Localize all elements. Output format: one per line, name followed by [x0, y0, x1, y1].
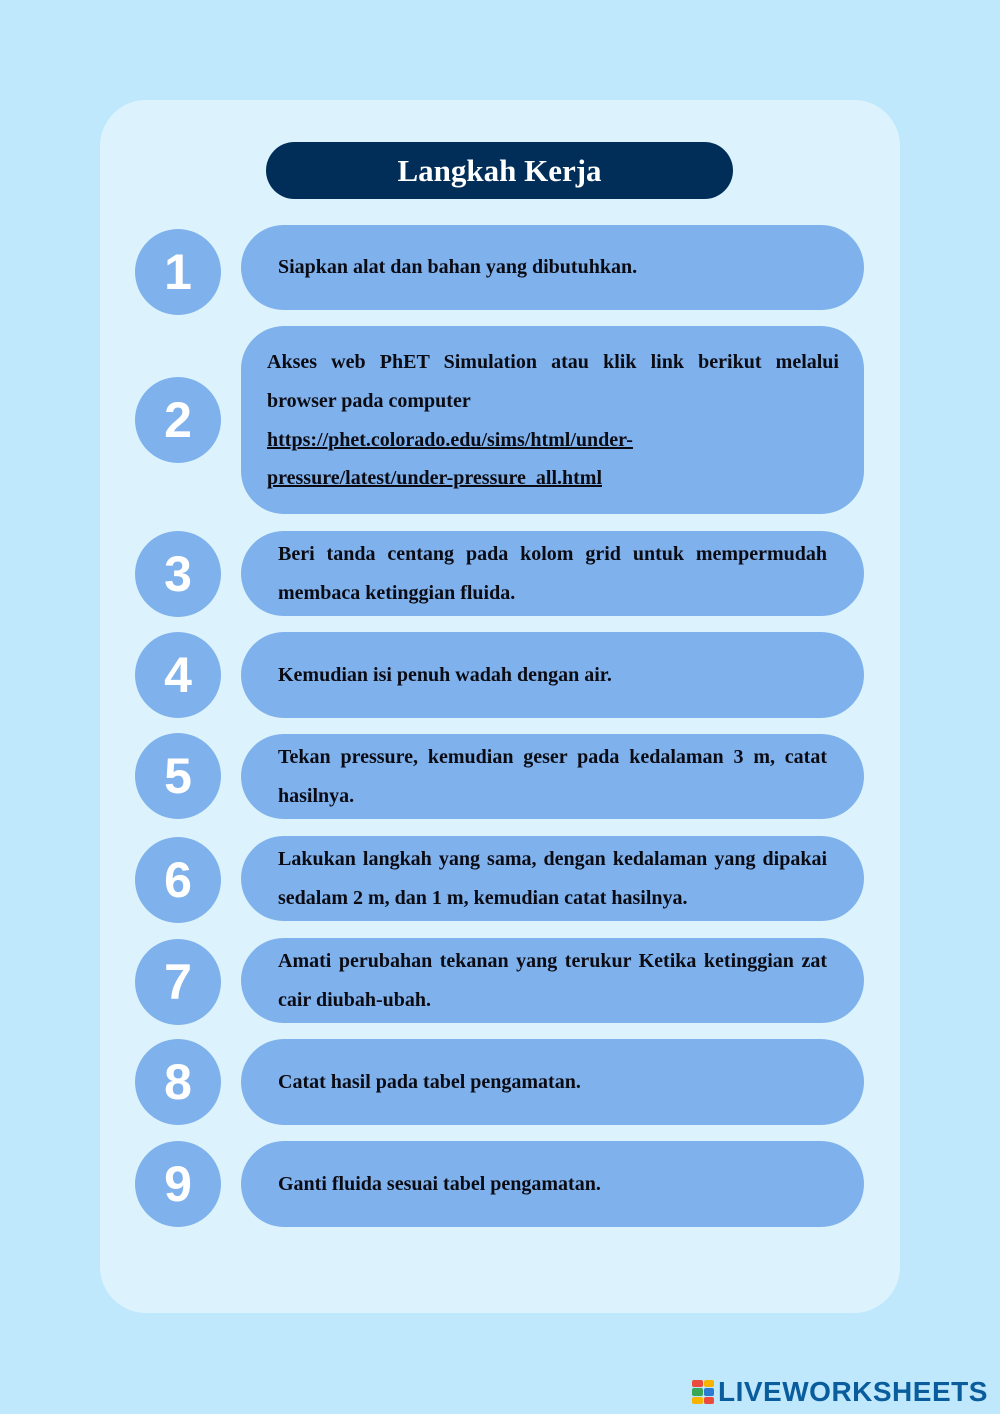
step-8 [241, 1039, 864, 1125]
step-4-text: Kemudian isi penuh wadah dengan air. [278, 663, 612, 686]
liveworksheets-brand[interactable] [692, 1376, 988, 1408]
step-number-4: 4 [135, 632, 221, 718]
phet-link-line-2[interactable]: pressure/latest/under-pressure_all.html [267, 467, 602, 489]
step-8-text: Catat hasil pada tabel pengamatan. [278, 1070, 581, 1093]
step-9 [241, 1141, 864, 1227]
step-6 [241, 836, 864, 921]
step-4 [241, 632, 864, 718]
step-number-5: 5 [135, 733, 221, 819]
step-1-text: Siapkan alat dan bahan yang dibutuhkan. [278, 256, 638, 278]
step-1 [241, 225, 864, 310]
step-5 [241, 734, 864, 819]
step-6-text: Lakukan langkah yang sama, dengan kedalaman yang dipakai sedalam 2 m, dan 1 m, kemudian catat hasilnya. [278, 847, 827, 909]
page-title: Langkah Kerja [266, 142, 733, 199]
step-number-3: 3 [135, 531, 221, 617]
step-2 [241, 326, 864, 514]
step-number-1: 1 [135, 229, 221, 315]
step-number-7: 7 [135, 939, 221, 1025]
brand-name: LIVEWORKSHEETS [718, 1376, 988, 1407]
liveworksheets-logo-icon [692, 1380, 714, 1404]
step-7 [241, 938, 864, 1023]
step-5-text: Tekan pressure, kemudian geser pada kedalaman 3 m, catat hasilnya. [278, 745, 827, 807]
phet-link-line-1[interactable]: https://phet.colorado.edu/sims/html/under- [267, 429, 633, 451]
step-number-2: 2 [135, 377, 221, 463]
step-number-8: 8 [135, 1039, 221, 1125]
step-3 [241, 531, 864, 616]
step-number-9: 9 [135, 1141, 221, 1227]
step-3-text: Beri tanda centang pada kolom grid untuk mempermudah membaca ketinggian fluida. [278, 542, 827, 604]
step-2-text: Akses web PhET Simulation atau klik link berikut melalui browser pada computer [267, 351, 839, 412]
step-7-text: Amati perubahan tekanan yang terukur Ketika ketinggian zat cair diubah-ubah. [278, 949, 827, 1011]
step-number-6: 6 [135, 837, 221, 923]
step-9-text: Ganti fluida sesuai tabel pengamatan. [278, 1172, 601, 1195]
